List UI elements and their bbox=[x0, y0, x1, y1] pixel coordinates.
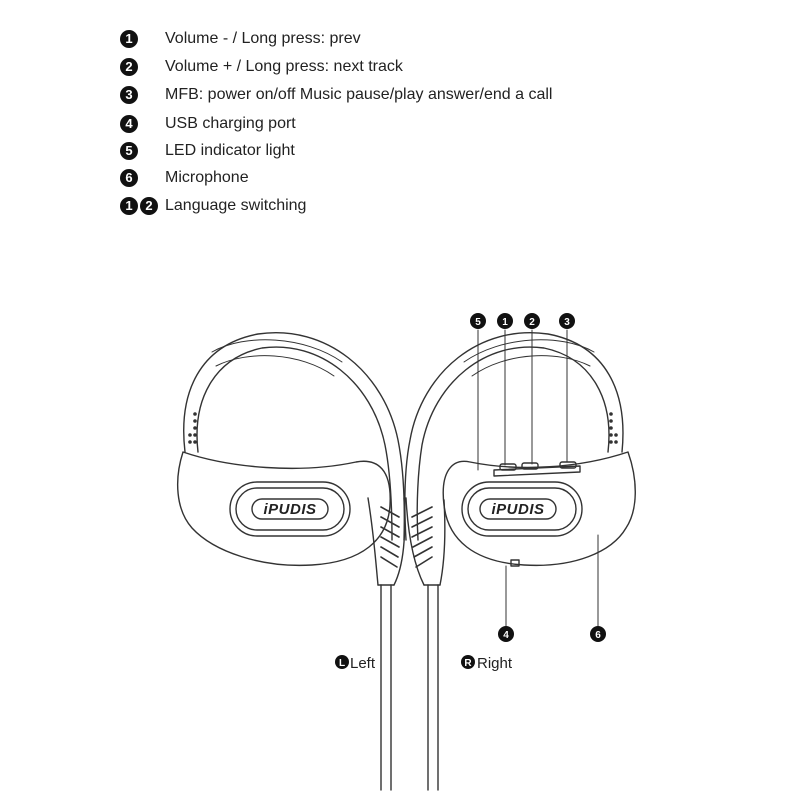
legend-text: Microphone bbox=[165, 169, 249, 186]
left-label: Left bbox=[350, 655, 376, 672]
right-grip-ridges bbox=[412, 507, 432, 567]
left-badge: L bbox=[338, 658, 346, 669]
number-badge: 6 bbox=[120, 169, 138, 187]
callout-number: 4 bbox=[503, 630, 509, 641]
number-badge: 1 bbox=[120, 30, 138, 48]
callout-badge-3 bbox=[559, 313, 575, 329]
number-badge: 2 bbox=[120, 58, 138, 76]
number-badge: 3 bbox=[120, 86, 138, 104]
left-earpiece bbox=[178, 333, 405, 790]
left-speaker-dots bbox=[188, 412, 197, 444]
legend-text: LED indicator light bbox=[165, 142, 295, 159]
callout-number: 5 bbox=[475, 317, 481, 328]
callout-badge-1 bbox=[497, 313, 513, 329]
callout-number: 1 bbox=[502, 317, 508, 328]
number-badge: 2 bbox=[140, 197, 158, 215]
legend-text: Volume - / Long press: prev bbox=[165, 30, 361, 47]
left-brand-logo: iPUDIS bbox=[263, 501, 317, 518]
left-grip-ridges bbox=[381, 507, 399, 567]
callout-badge-6 bbox=[590, 626, 606, 642]
left-cable bbox=[381, 585, 391, 790]
number-badge: 4 bbox=[120, 115, 138, 133]
callout-badge-2 bbox=[524, 313, 540, 329]
right-side-label bbox=[461, 655, 513, 672]
callout-badge-5 bbox=[470, 313, 486, 329]
callout-number: 2 bbox=[529, 317, 535, 328]
left-side-label bbox=[335, 655, 376, 672]
callout-number: 3 bbox=[564, 317, 570, 328]
right-brand-logo: iPUDIS bbox=[491, 501, 545, 518]
right-badge: R bbox=[464, 658, 472, 669]
right-earpiece bbox=[405, 333, 635, 790]
right-cable bbox=[428, 585, 438, 790]
legend-text: Volume + / Long press: next track bbox=[165, 58, 403, 75]
callout-number: 6 bbox=[595, 630, 601, 641]
callout-badge-4 bbox=[498, 626, 514, 642]
number-badge: 5 bbox=[120, 142, 138, 160]
callout-lines bbox=[478, 330, 598, 626]
legend-text: Language switching bbox=[165, 197, 307, 214]
number-badge: 1 bbox=[120, 197, 138, 215]
right-label: Right bbox=[477, 655, 513, 672]
right-speaker-dots bbox=[609, 412, 618, 444]
legend-text: USB charging port bbox=[165, 115, 296, 132]
legend-text: MFB: power on/off Music pause/play answer/end a call bbox=[165, 86, 553, 103]
